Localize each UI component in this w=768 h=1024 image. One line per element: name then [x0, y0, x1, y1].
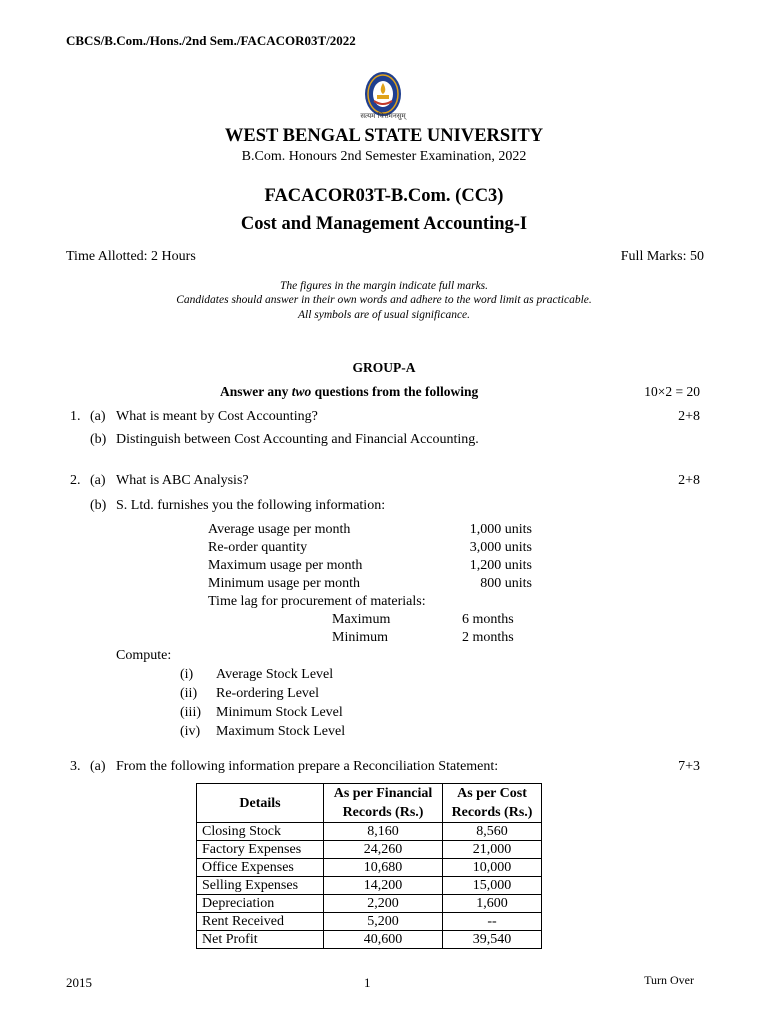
part-label: (a): [90, 409, 106, 424]
table-cell: 8,560: [443, 823, 542, 841]
info-label: Minimum: [332, 630, 389, 645]
item-number: (ii): [180, 686, 198, 701]
instruction-line: Candidates should answer in their own words and adhere to the word limit as practicable.: [176, 294, 592, 306]
question-text: Distinguish between Cost Accounting and Financial Accounting.: [116, 432, 479, 447]
question-number: 2.: [70, 473, 81, 488]
group-title: GROUP-A: [352, 360, 416, 375]
table-cell: --: [443, 913, 542, 931]
group-marks: 10×2 = 20: [644, 384, 700, 399]
item-text: Re-ordering Level: [216, 686, 320, 701]
table-row: [197, 841, 542, 859]
item-number: (iii): [180, 705, 201, 720]
paper-code: CBCS/B.Com./Hons./2nd Sem./FACACOR03T/2022: [66, 33, 356, 48]
time-allotted: Time Allotted: 2 Hours: [66, 249, 196, 264]
info-label: Re-order quantity: [208, 540, 308, 555]
info-label: Minimum usage per month: [208, 576, 361, 591]
column-header: As per Cost Records (Rs.): [443, 784, 542, 823]
question-marks: 2+8: [678, 409, 700, 424]
part-label: (b): [90, 432, 107, 447]
item-text: Maximum Stock Level: [216, 724, 346, 739]
table-cell: Selling Expenses: [197, 877, 324, 895]
university-name: WEST BENGAL STATE UNIVERSITY: [224, 126, 544, 146]
table-cell: 24,260: [324, 841, 443, 859]
table-row: [197, 931, 542, 949]
question-number: 3.: [70, 759, 81, 774]
exam-title: B.Com. Honours 2nd Semester Examination, 2022: [241, 149, 527, 164]
table-cell: 14,200: [324, 877, 443, 895]
reconciliation-table: [196, 783, 542, 949]
item-number: (i): [180, 667, 194, 682]
item-text: Average Stock Level: [216, 667, 334, 682]
table-cell: 40,600: [324, 931, 443, 949]
item-number: (iv): [180, 724, 201, 739]
compute-label: Compute:: [116, 648, 172, 663]
table-cell: Closing Stock: [197, 823, 324, 841]
table-cell: Factory Expenses: [197, 841, 324, 859]
question-text: From the following information prepare a Reconciliation Statement:: [116, 759, 499, 774]
info-value: 2 months: [462, 630, 514, 645]
table-cell: 21,000: [443, 841, 542, 859]
table-row: [197, 859, 542, 877]
turn-over-label: Turn Over: [644, 973, 694, 987]
table-row: [197, 823, 542, 841]
table-row: [197, 877, 542, 895]
info-label: Time lag for procurement of materials:: [208, 594, 426, 609]
info-value: 800 units: [480, 576, 532, 591]
info-value: 1,200 units: [469, 558, 532, 573]
table-cell: 1,600: [443, 895, 542, 913]
question-marks: 7+3: [678, 759, 700, 774]
logo-motto: सत्यमं चित्तमनसुम्: [360, 112, 406, 120]
table-cell: Office Expenses: [197, 859, 324, 877]
info-label: Maximum usage per month: [208, 558, 363, 573]
column-header: As per Financial Records (Rs.): [324, 784, 443, 823]
instruction-line: The figures in the margin indicate full marks.: [279, 280, 489, 292]
item-text: Minimum Stock Level: [216, 705, 343, 720]
part-label: (b): [90, 498, 107, 513]
table-row: [197, 895, 542, 913]
info-value: 1,000 units: [469, 522, 532, 537]
question-text: What is meant by Cost Accounting?: [116, 409, 318, 424]
question-marks: 2+8: [678, 473, 700, 488]
table-cell: 2,200: [324, 895, 443, 913]
course-code: FACACOR03T-B.Com. (CC3): [264, 186, 504, 206]
table-cell: 10,680: [324, 859, 443, 877]
column-header: Details: [197, 784, 324, 823]
info-label: Maximum: [332, 612, 391, 627]
table-cell: 8,160: [324, 823, 443, 841]
info-value: 6 months: [462, 612, 514, 627]
question-number: 1.: [70, 409, 81, 424]
part-label: (a): [90, 473, 106, 488]
table-cell: Net Profit: [197, 931, 324, 949]
instruction-line: All symbols are of usual significance.: [297, 309, 471, 321]
table-cell: 39,540: [443, 931, 542, 949]
subject-title: Cost and Management Accounting-I: [240, 214, 528, 234]
table-cell: Rent Received: [197, 913, 324, 931]
page-number: 1: [364, 975, 371, 990]
table-header-row: [197, 784, 542, 823]
question-text: S. Ltd. furnishes you the following information:: [116, 498, 386, 513]
info-label: Average usage per month: [208, 522, 351, 537]
table-row: [197, 913, 542, 931]
table-cell: 15,000: [443, 877, 542, 895]
table-cell: 10,000: [443, 859, 542, 877]
table-cell: Depreciation: [197, 895, 324, 913]
table-cell: 5,200: [324, 913, 443, 931]
group-instruction: Answer any two questions from the following: [220, 384, 479, 399]
question-text: What is ABC Analysis?: [116, 473, 249, 488]
info-value: 3,000 units: [469, 540, 532, 555]
part-label: (a): [90, 759, 106, 774]
full-marks: Full Marks: 50: [620, 249, 704, 264]
footer-code: 2015: [66, 975, 92, 990]
